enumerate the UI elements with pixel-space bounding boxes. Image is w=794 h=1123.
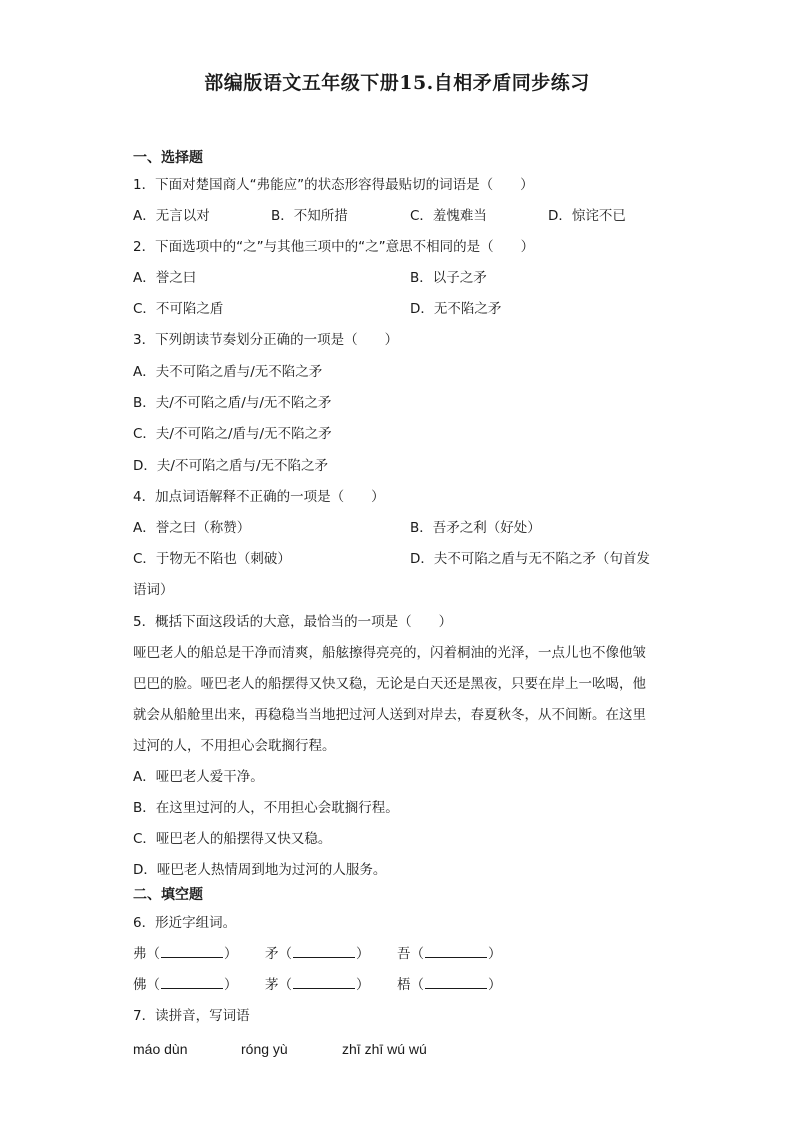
question-1-option-b: B．不知所措 <box>271 208 348 224</box>
answer-blank[interactable] <box>161 976 223 989</box>
word-blank-2[interactable]: 矛（ ） <box>265 946 370 962</box>
question-1-stem: 1．下面对楚国商人“弗能应”的状态形容得最贴切的词语是（ ） <box>133 177 534 193</box>
question-7-stem: 7．读拼音，写词语 <box>133 1008 250 1024</box>
question-5-passage-line-2: 巴巴的脸。哑巴老人的船摆得又快又稳，无论是白天还是黑夜，只要在岸上一吆喝，他 <box>133 676 646 692</box>
word-blank-6[interactable]: 梧（ ） <box>397 977 502 993</box>
word-blank-4[interactable]: 佛（ ） <box>133 977 238 993</box>
question-5-stem: 5．概括下面这段话的大意，最恰当的一项是（ ） <box>133 614 453 630</box>
pinyin-2: róng yù <box>241 1041 288 1057</box>
question-3-option-c: C．夫/不可陷之/盾与/无不陷之矛 <box>133 426 332 442</box>
question-1-option-d: D．惊诧不已 <box>548 208 626 224</box>
question-5-option-b: B．在这里过河的人，不用担心会耽搁行程。 <box>133 800 399 816</box>
pinyin-1: máo dùn <box>133 1041 188 1057</box>
question-4-option-a: A．誉之曰（称赞） <box>133 520 251 536</box>
question-2-option-a: A．誉之曰 <box>133 270 197 286</box>
section-heading-fill-in: 二、填空题 <box>133 887 203 903</box>
section-heading-choice: 一、选择题 <box>133 150 203 166</box>
question-2-option-d: D．无不陷之矛 <box>410 301 502 317</box>
question-2-stem: 2．下面选项中的“之”与其他三项中的“之”意思不相同的是（ ） <box>133 239 535 255</box>
question-5-passage-line-1: 哑巴老人的船总是干净而清爽，船舷擦得亮亮的，闪着桐油的光泽，一点儿也不像他皱 <box>133 645 646 661</box>
question-4-stem: 4．加点词语解释不正确的一项是（ ） <box>133 489 385 505</box>
char-label: 吾 <box>397 946 411 962</box>
question-4-option-d-continued: 语词） <box>133 582 174 598</box>
question-3-option-d: D．夫/不可陷之盾与/无不陷之矛 <box>133 458 328 474</box>
question-5-passage-line-4: 过河的人，不用担心会耽搁行程。 <box>133 738 336 754</box>
question-1-option-a: A．无言以对 <box>133 208 210 224</box>
char-label: 弗 <box>133 946 147 962</box>
question-4-option-c: C．于物无不陷也（刺破） <box>133 551 291 567</box>
answer-blank[interactable] <box>293 945 355 958</box>
question-1-option-c: C．羞愧难当 <box>410 208 487 224</box>
char-label: 矛 <box>265 946 279 962</box>
answer-blank[interactable] <box>425 976 487 989</box>
word-blank-1[interactable]: 弗（ ） <box>133 946 238 962</box>
answer-blank[interactable] <box>161 945 223 958</box>
question-3-stem: 3．下列朗读节奏划分正确的一项是（ ） <box>133 332 399 348</box>
question-4-option-d: D．夫不可陷之盾与无不陷之矛（句首发 <box>410 551 650 567</box>
question-3-option-b: B．夫/不可陷之盾/与/无不陷之矛 <box>133 395 332 411</box>
word-blank-5[interactable]: 茅（ ） <box>265 977 370 993</box>
question-2-option-c: C．不可陷之盾 <box>133 301 224 317</box>
question-5-option-c: C．哑巴老人的船摆得又快又稳。 <box>133 831 332 847</box>
char-label: 梧 <box>397 977 411 993</box>
char-label: 茅 <box>265 977 279 993</box>
question-4-option-b: B．吾矛之利（好处） <box>410 520 541 536</box>
question-5-passage-line-3: 就会从船舱里出来，再稳稳当当地把过河人送到对岸去，春夏秋冬，从不间断。在这里 <box>133 707 646 723</box>
question-5-option-d: D．哑巴老人热情周到地为过河的人服务。 <box>133 862 387 878</box>
answer-blank[interactable] <box>293 976 355 989</box>
pinyin-3: zhī zhī wú wú <box>342 1041 427 1057</box>
char-label: 佛 <box>133 977 147 993</box>
question-5-option-a: A．哑巴老人爱干净。 <box>133 769 264 785</box>
word-blank-3[interactable]: 吾（ ） <box>397 946 502 962</box>
question-3-option-a: A．夫不可陷之盾与/无不陷之矛 <box>133 364 323 380</box>
question-6-stem: 6．形近字组词。 <box>133 915 237 931</box>
question-2-option-b: B．以子之矛 <box>410 270 487 286</box>
page-title: 部编版语文五年级下册15.自相矛盾同步练习 <box>204 72 590 94</box>
answer-blank[interactable] <box>425 945 487 958</box>
